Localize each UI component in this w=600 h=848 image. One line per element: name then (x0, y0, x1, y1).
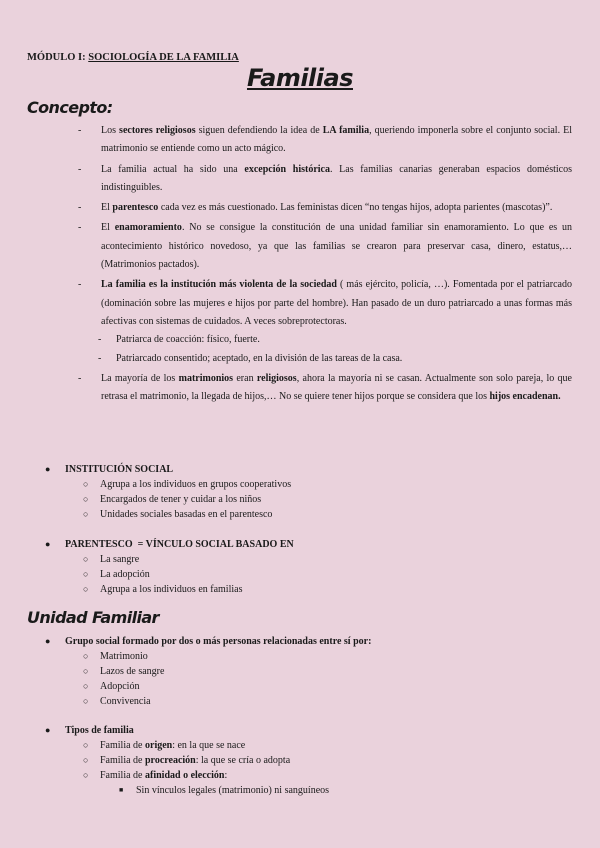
list-item: ○ La adopción (83, 569, 150, 580)
list-item: ○ Lazos de sangre (83, 666, 165, 677)
list-item: ○ Matrimonio (83, 651, 148, 662)
grupo-title: ● Grupo social formado por dos o más personas relacionadas entre sí por: (45, 636, 372, 647)
list-item: ○ Unidades sociales basadas en el parentesco (83, 509, 273, 520)
module-header: MÓDULO I: SOCIOLOGÍA DE LA FAMILIA (27, 52, 239, 63)
sub-list-item: - Patriarcado consentido; aceptado, en la división de las tareas de la casa. (98, 352, 403, 364)
tipos-title: ● Tipos de familia (45, 725, 134, 736)
list-item: ○ Familia de afinidad o elección: (83, 770, 228, 781)
list-item: ○ Convivencia (83, 696, 151, 707)
list-item: ○ La sangre (83, 554, 140, 565)
concepto-list (78, 122, 572, 406)
institucion-section (45, 462, 291, 522)
parentesco-section (45, 537, 294, 597)
tipos-section (45, 723, 329, 798)
list-item: ○ Familia de origen: en la que se nace (83, 740, 246, 751)
page-title: Familias (246, 64, 353, 92)
list-item: - La mayoría de los matrimonios eran religiosos, ahora la mayoría ni se casan. Actualmente son solo pareja, lo que retrasa el matrimonio, la llegada de hijos,… No se quiere tener hijos porque se considera que los hijos encadenan. (78, 372, 572, 403)
list-item: ○ Familia de procreación: la que se cría o adopta (83, 755, 291, 766)
list-item: - La familia actual ha sido una excepción histórica. Las familias canarias generaban espacios domésticos indistinguibles. (78, 163, 572, 193)
grupo-section (45, 634, 371, 709)
list-item: - La familia es la institución más violenta de la sociedad ( más ejército, policía, …). Fomentada por el patriarcado (dominación sobre las mujeres e hijos por parte del hombre). Han pasado de un duro patriarcado a unas formas más afectivas con sistemas de cuidados. A veces sobreprotectoras. (78, 279, 572, 327)
concepto-heading: Concepto: (27, 98, 113, 117)
module-name: SOCIOLOGÍA DE LA FAMILIA (88, 52, 239, 63)
list-item: ○ Encargados de tener y cuidar a los niños (83, 494, 262, 505)
list-item: - El enamoramiento. No se consigue la constitución de una unidad familiar sin enamoramiento. Lo que es un acontecimiento histórico novedoso, ya que las familias se crearon para preservar casa, dinero, estatus,… (Matrimonios pactados). (78, 222, 573, 271)
list-item: ○ Agrupa a los individuos en familias (83, 584, 243, 595)
parentesco-title: ● PARENTESCO = VÍNCULO SOCIAL BASADO EN (45, 539, 294, 550)
list-item: ■ Sin vínculos legales (matrimonio) ni sanguíneos (119, 785, 330, 796)
unidad-heading: Unidad Familiar (27, 608, 159, 627)
sub-list-item: - Patriarca de coacción: físico, fuerte. (98, 334, 260, 346)
list-item: ○ Agrupa a los individuos en grupos cooperativos (83, 479, 292, 490)
institucion-title: ● INSTITUCIÓN SOCIAL (45, 464, 174, 475)
list-item: - Los sectores religiosos siguen defendiendo la idea de LA familia, queriendo imponerla sobre el conjunto social. El matrimonio se entiende como un acto mágico. (78, 125, 572, 155)
list-item: - El parentesco cada vez es más cuestionado. Las feministas dicen “no tengas hijos, adopta parientes (mascotas)”. (78, 202, 553, 214)
list-item: ○ Adopción (83, 681, 140, 692)
